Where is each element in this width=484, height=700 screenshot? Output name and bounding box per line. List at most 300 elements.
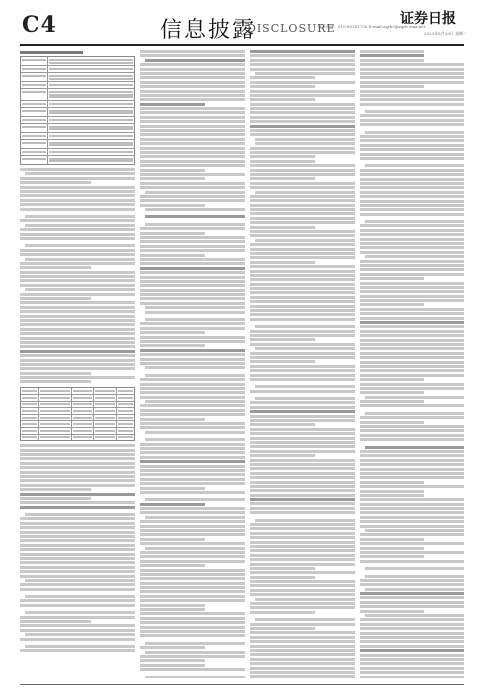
text-line — [20, 363, 135, 366]
text-line — [250, 593, 355, 596]
text-line — [250, 151, 355, 154]
text-line — [140, 68, 245, 71]
text-line — [360, 213, 464, 216]
text-line — [250, 511, 355, 514]
header-rule — [20, 44, 464, 46]
text-line — [360, 583, 464, 586]
text-line — [140, 297, 245, 300]
text-line — [140, 85, 245, 88]
text-line — [360, 339, 464, 342]
text-line — [140, 460, 245, 463]
text-line — [250, 567, 315, 570]
text-line — [20, 616, 135, 619]
text-line — [140, 111, 245, 114]
text-line — [20, 219, 135, 222]
text-line — [140, 276, 245, 279]
text-line — [360, 636, 464, 639]
text-line — [360, 295, 464, 298]
text-line — [20, 501, 135, 504]
text-line — [360, 654, 464, 657]
text-line — [20, 262, 135, 265]
text-line — [140, 443, 245, 446]
text-line — [140, 520, 245, 523]
text-line — [25, 645, 135, 648]
text-line — [250, 636, 355, 639]
text-line — [360, 498, 464, 501]
text-line — [360, 286, 464, 289]
text-line — [20, 301, 135, 304]
text-line — [250, 459, 355, 462]
text-line — [360, 485, 464, 488]
text-line — [360, 178, 464, 181]
text-line — [140, 98, 245, 101]
text-line — [360, 356, 464, 359]
text-line — [140, 422, 245, 425]
text-line — [250, 541, 355, 544]
text-line — [20, 323, 135, 326]
text-line — [25, 224, 135, 227]
text-line — [360, 459, 464, 462]
text-line — [145, 642, 245, 645]
text-line — [250, 338, 315, 341]
text-line — [360, 204, 464, 207]
text-line — [20, 583, 135, 586]
text-line — [140, 383, 245, 386]
text-line — [20, 575, 135, 578]
text-line — [140, 595, 245, 598]
text-line — [365, 255, 464, 258]
issue-date: 2023年8月29日 星期二 — [424, 31, 468, 36]
text-line — [360, 173, 464, 176]
text-line — [250, 334, 355, 337]
text-line — [25, 633, 135, 636]
text-line — [360, 551, 464, 554]
text-line — [140, 409, 245, 412]
text-line — [250, 527, 355, 530]
text-line — [360, 139, 464, 142]
section-title-en: DISCLOSURE — [247, 22, 336, 35]
section-title: 信息披露 — [160, 18, 257, 43]
text-line — [250, 343, 355, 346]
text-line — [140, 142, 245, 145]
text-line — [250, 195, 355, 198]
text-line — [255, 325, 355, 328]
text-line — [250, 489, 355, 492]
text-line — [20, 237, 135, 240]
text-line — [360, 103, 464, 106]
text-line — [140, 560, 245, 563]
text-line — [255, 191, 355, 194]
text-line — [250, 454, 315, 457]
text-line — [360, 468, 464, 471]
text-line — [140, 426, 245, 429]
text-line — [250, 360, 315, 363]
text-line — [360, 676, 464, 678]
text-line — [20, 566, 135, 569]
text-line — [250, 437, 355, 440]
text-line — [360, 224, 464, 227]
text-line — [360, 54, 424, 57]
text-line — [20, 497, 91, 500]
text-line — [250, 217, 355, 220]
text-line — [145, 318, 245, 321]
text-line — [360, 238, 464, 241]
text-line — [25, 595, 135, 598]
text-line — [360, 233, 464, 236]
text-line — [145, 311, 245, 314]
text-line — [250, 476, 355, 479]
text-line — [360, 123, 464, 126]
text-line — [140, 249, 245, 252]
text-line — [20, 506, 135, 509]
text-line — [140, 125, 245, 128]
text-line — [145, 676, 245, 678]
text-line — [20, 279, 135, 282]
text-line — [20, 624, 135, 627]
text-line — [250, 450, 355, 453]
text-line — [20, 531, 135, 534]
text-line — [250, 226, 315, 229]
text-line — [140, 573, 245, 576]
text-line — [250, 631, 355, 634]
article-heading — [20, 51, 83, 54]
text-line — [140, 664, 205, 667]
text-line — [250, 155, 315, 158]
text-line — [20, 194, 135, 197]
text-line — [140, 482, 245, 485]
text-line — [25, 513, 135, 516]
text-line — [140, 151, 245, 154]
text-line — [360, 144, 464, 147]
text-line — [20, 548, 135, 551]
text-line — [140, 240, 245, 243]
text-line — [140, 199, 245, 202]
text-line — [20, 620, 91, 623]
text-line — [140, 668, 245, 671]
disclosure-table-1 — [20, 56, 135, 165]
text-line — [250, 623, 355, 626]
text-line — [140, 254, 205, 257]
text-line — [20, 354, 135, 357]
text-line — [140, 529, 245, 532]
text-line — [140, 63, 245, 66]
text-line — [250, 63, 355, 66]
text-line — [250, 662, 355, 665]
text-line — [255, 347, 355, 350]
text-line — [250, 378, 355, 381]
text-line — [250, 212, 355, 215]
text-line — [360, 264, 464, 267]
text-line — [360, 330, 464, 333]
text-line — [140, 542, 245, 545]
text-line — [140, 327, 245, 330]
text-line — [360, 369, 464, 372]
text-line — [145, 208, 245, 211]
text-line — [20, 444, 135, 447]
text-line — [20, 449, 135, 452]
text-line — [365, 614, 464, 617]
text-line — [360, 538, 424, 541]
text-line — [140, 204, 205, 207]
text-line — [140, 340, 245, 343]
text-line — [360, 94, 464, 97]
text-line — [250, 274, 355, 277]
text-line — [360, 520, 464, 523]
text-line — [360, 260, 464, 263]
text-line — [360, 516, 464, 519]
text-line — [360, 308, 464, 311]
text-line — [140, 491, 245, 494]
text-line — [360, 153, 464, 156]
text-line — [250, 230, 355, 233]
text-line — [140, 258, 245, 261]
text-line — [20, 453, 135, 456]
text-line — [140, 634, 245, 637]
text-line — [250, 441, 355, 444]
text-line — [140, 267, 245, 270]
text-line — [250, 640, 355, 643]
text-line — [250, 675, 355, 678]
text-line — [20, 522, 135, 525]
text-line — [360, 317, 464, 320]
text-line — [250, 50, 355, 53]
text-line — [255, 385, 355, 388]
text-line — [140, 378, 245, 381]
text-line — [250, 204, 355, 207]
text-line — [250, 589, 355, 592]
text-line — [250, 536, 355, 539]
text-line — [360, 438, 464, 441]
text-line — [360, 490, 424, 493]
text-line — [360, 334, 464, 337]
text-line — [140, 164, 245, 167]
text-line — [140, 582, 245, 585]
text-line — [250, 410, 355, 413]
text-line — [250, 611, 315, 614]
text-line — [140, 586, 245, 589]
text-line — [140, 621, 245, 624]
text-line — [360, 169, 464, 172]
text-line — [140, 177, 205, 180]
text-line — [360, 182, 464, 185]
text-line — [20, 275, 135, 278]
text-line — [360, 208, 464, 211]
text-line — [140, 630, 245, 633]
text-line — [360, 191, 464, 194]
text-line — [20, 233, 135, 236]
text-line — [140, 469, 245, 472]
text-line — [250, 265, 355, 268]
text-line — [360, 200, 464, 203]
text-line — [20, 284, 135, 287]
text-line — [250, 107, 355, 110]
text-line — [250, 94, 355, 97]
text-line — [360, 273, 464, 276]
text-line — [20, 315, 135, 318]
text-line — [250, 300, 355, 303]
text-line — [360, 662, 464, 665]
text-line — [250, 545, 355, 548]
text-line — [250, 318, 355, 321]
text-line — [360, 119, 464, 122]
text-line — [360, 290, 464, 293]
text-line — [360, 649, 464, 652]
text-line — [250, 103, 355, 106]
text-line — [360, 50, 424, 53]
text-line — [20, 570, 135, 573]
text-line — [360, 658, 464, 661]
text-line — [250, 252, 355, 255]
text-line — [250, 507, 355, 510]
text-line — [360, 627, 464, 630]
text-line — [250, 283, 355, 286]
text-line — [140, 76, 245, 79]
text-line — [250, 173, 355, 176]
page-code: C4 — [22, 12, 57, 38]
text-line — [140, 487, 205, 490]
text-line — [250, 563, 355, 566]
text-line — [140, 604, 205, 607]
text-line — [360, 601, 464, 604]
text-line — [140, 90, 245, 93]
text-line — [255, 239, 355, 242]
text-line — [365, 567, 464, 570]
text-line — [360, 303, 424, 306]
text-line — [360, 299, 464, 302]
text-line — [20, 479, 135, 482]
text-line — [20, 319, 135, 322]
text-line — [140, 608, 205, 611]
text-line — [140, 391, 245, 394]
text-line — [20, 177, 135, 180]
text-line — [140, 322, 245, 325]
text-line — [145, 59, 245, 62]
text-line — [250, 305, 355, 308]
text-line — [255, 72, 355, 75]
text-line — [360, 618, 464, 621]
text-line — [360, 434, 464, 437]
text-line — [140, 655, 245, 658]
text-line — [360, 547, 424, 550]
text-line — [140, 507, 245, 510]
text-line — [140, 160, 245, 163]
text-line — [365, 220, 464, 223]
text-line — [145, 431, 245, 434]
text-line — [360, 579, 464, 582]
text-line — [360, 481, 424, 484]
text-line — [145, 516, 245, 519]
text-line — [250, 481, 355, 484]
text-line — [20, 266, 91, 269]
text-line — [20, 271, 135, 274]
text-line — [360, 645, 464, 648]
text-line — [250, 554, 355, 557]
text-line — [140, 564, 205, 567]
text-line — [140, 569, 245, 572]
text-line — [255, 598, 355, 601]
text-line — [360, 157, 464, 160]
text-line — [250, 85, 315, 88]
text-line — [20, 649, 135, 652]
text-line — [360, 90, 464, 93]
text-line — [140, 465, 245, 468]
text-line — [250, 147, 355, 150]
text-line — [250, 571, 355, 574]
text-line — [250, 356, 355, 359]
text-line — [20, 249, 135, 252]
text-line — [250, 423, 315, 426]
text-line — [20, 186, 135, 189]
text-line — [360, 343, 464, 346]
text-line — [20, 539, 135, 542]
text-line — [255, 142, 355, 145]
text-line — [250, 667, 355, 670]
text-line — [140, 478, 245, 481]
text-line — [145, 223, 245, 226]
text-line — [250, 649, 355, 652]
text-line — [20, 380, 91, 383]
text-line — [250, 256, 355, 259]
text-line — [20, 493, 135, 496]
text-line — [140, 50, 245, 53]
text-line — [20, 310, 135, 313]
text-line — [140, 404, 245, 407]
text-line — [250, 90, 355, 93]
text-line — [140, 262, 245, 265]
text-line — [360, 378, 424, 381]
text-line — [250, 658, 355, 661]
text-line — [20, 457, 135, 460]
text-line — [140, 577, 245, 580]
text-line — [140, 284, 245, 287]
text-line — [250, 432, 355, 435]
article-body — [20, 444, 135, 652]
text-line — [140, 447, 245, 450]
text-line — [360, 533, 464, 536]
text-line — [145, 498, 245, 501]
text-line — [140, 147, 245, 150]
text-line — [140, 538, 205, 541]
text-line — [140, 525, 245, 528]
text-line — [360, 325, 464, 328]
text-line — [360, 391, 424, 394]
text-line — [140, 116, 245, 119]
text-line — [250, 467, 355, 470]
text-line — [140, 336, 245, 339]
text-line — [250, 261, 315, 264]
text-line — [20, 350, 135, 353]
text-line — [250, 406, 355, 409]
text-line — [140, 133, 245, 136]
text-line — [250, 352, 355, 355]
text-line — [365, 110, 464, 113]
text-line — [250, 580, 355, 583]
text-line — [250, 485, 355, 488]
text-line — [255, 618, 355, 621]
text-line — [250, 313, 355, 316]
text-line — [250, 169, 355, 172]
text-line — [20, 376, 135, 379]
text-line — [360, 592, 464, 595]
text-line — [140, 103, 205, 106]
text-line — [360, 454, 464, 457]
text-line — [250, 186, 355, 189]
text-line — [140, 195, 245, 198]
text-line — [140, 302, 245, 305]
text-line — [360, 98, 464, 101]
text-line — [20, 629, 135, 632]
text-line — [20, 328, 135, 331]
